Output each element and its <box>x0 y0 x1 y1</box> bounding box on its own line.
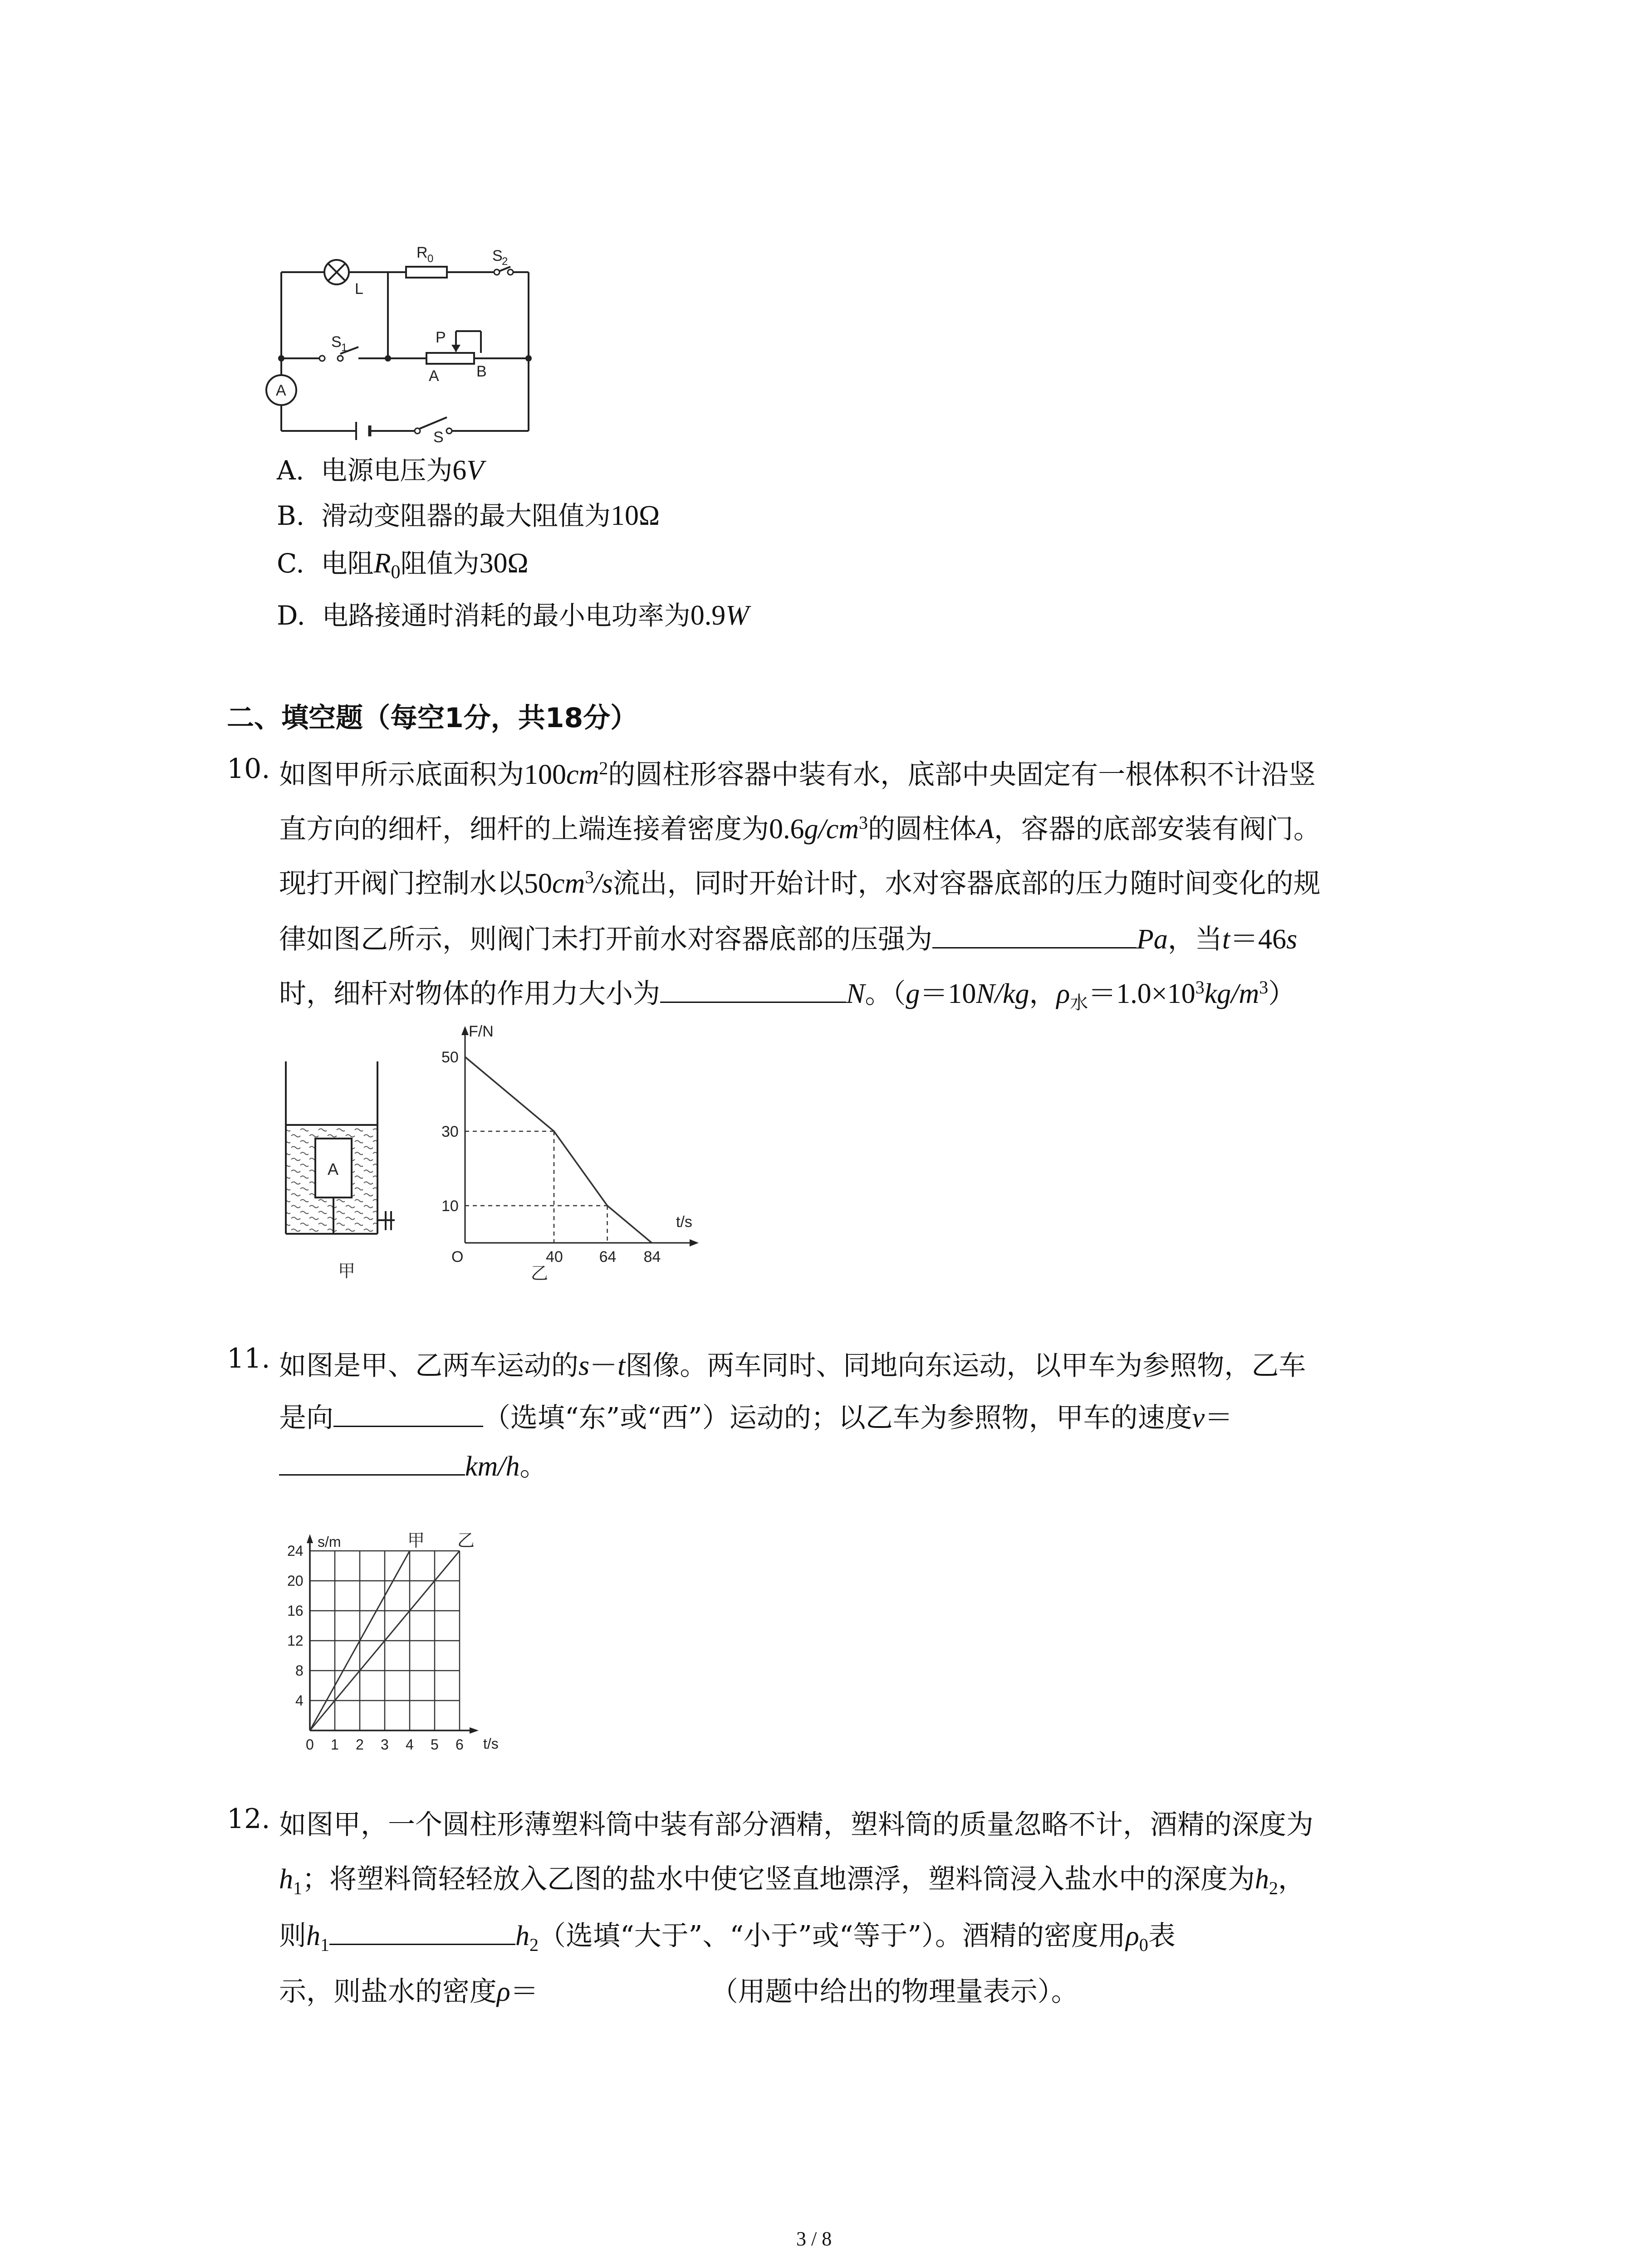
unit: km/h <box>465 1451 520 1482</box>
x-tick-label: 3 <box>381 1736 389 1753</box>
option-letter: C. <box>277 548 304 579</box>
y-tick-label: 30 <box>441 1123 459 1140</box>
q10-number: 10. <box>227 753 270 785</box>
option-text: 阻值为 <box>400 548 480 579</box>
x-tick-label: 5 <box>431 1736 439 1753</box>
x-tick-label: 2 <box>356 1736 364 1753</box>
q10-line3 <box>279 862 1321 901</box>
sup: 3 <box>859 812 868 833</box>
lamp-label: L <box>355 280 363 298</box>
num: ＝ <box>510 1976 539 2007</box>
r0-label: R <box>416 244 428 261</box>
text: 如图是甲、乙两车运动的 <box>279 1350 578 1382</box>
x-axis-label: t/s <box>676 1213 692 1231</box>
text: 的圆柱体 <box>868 813 977 845</box>
y-tick-label: 16 <box>287 1603 304 1619</box>
option-sub: 0 <box>391 562 401 583</box>
option-c <box>277 542 529 583</box>
unit: cm <box>552 868 585 899</box>
option-text: 滑动变阻器的最大阻值为 <box>321 500 611 531</box>
text: 。（ <box>865 978 906 1010</box>
y-axis-label: F/N <box>469 1023 494 1040</box>
num: ＝10 <box>920 978 976 1009</box>
unit: g/cm <box>804 814 859 845</box>
r0-sub: 0 <box>427 253 434 265</box>
q10-line4 <box>279 916 1297 957</box>
option-value: 10Ω <box>610 500 660 531</box>
x-tick-label: 0 <box>306 1736 314 1753</box>
series-label: 乙 <box>457 1531 475 1550</box>
text: 表 <box>1148 1920 1176 1952</box>
option-b <box>277 494 660 533</box>
option-text: 电源电压为 <box>321 455 453 486</box>
answer-blank[interactable] <box>329 1944 515 1945</box>
sub: 2 <box>529 1935 539 1955</box>
num: ＝ <box>1205 1403 1233 1433</box>
x-tick-label: 40 <box>546 1248 563 1266</box>
unit: kg/m <box>1204 978 1259 1009</box>
symbol: h <box>279 1864 293 1895</box>
text: ，当 <box>1167 924 1222 955</box>
ammeter-label: A <box>276 382 286 399</box>
answer-blank[interactable] <box>333 1426 483 1427</box>
option-a <box>277 449 484 487</box>
text: ；将塑料筒轻轻放入乙图的盐水中使它竖直地漂浮，塑料筒浸入盐水中的深度为 <box>302 1863 1255 1895</box>
y-tick-label: 24 <box>287 1543 304 1559</box>
num: ＝46 <box>1230 924 1287 955</box>
text: （用题中给出的物理量表示）。 <box>710 1976 1078 2008</box>
y-tick-label: 20 <box>287 1573 304 1589</box>
y-tick-label: 12 <box>287 1633 304 1649</box>
s2-sub: 2 <box>502 255 508 268</box>
force-time-chart <box>426 1021 708 1302</box>
q12-line4 <box>279 1969 1078 2009</box>
x-tick-label: 6 <box>456 1736 464 1753</box>
symbol: ρ <box>497 1976 510 2007</box>
option-letter: D. <box>277 600 305 631</box>
option-text: 电路接通时消耗的最小电功率为 <box>322 600 691 631</box>
text: 是向 <box>279 1402 333 1434</box>
sub: 2 <box>1269 1878 1278 1898</box>
x-tick-label: 4 <box>406 1736 414 1753</box>
symbol: h <box>1255 1864 1269 1895</box>
symbol: ρ <box>1056 978 1070 1009</box>
text: 流出，同时开始计时，水对容器底部的压力随时间变化的规 <box>612 868 1321 899</box>
unit: /s <box>594 868 613 899</box>
y-tick-label: 50 <box>441 1049 459 1066</box>
q11-line3 <box>279 1445 547 1484</box>
s1-sub: 1 <box>341 342 348 354</box>
text: ，容器的底部安装有阀门。 <box>994 813 1321 845</box>
symbol: t <box>617 1350 626 1381</box>
num: 0.6 <box>769 814 804 845</box>
option-text: 电阻 <box>321 548 374 579</box>
option-unit: W <box>725 600 749 631</box>
symbol: A <box>977 814 994 845</box>
y-tick-label: 8 <box>295 1662 304 1679</box>
option-value: 0.9 <box>690 600 726 631</box>
symbol: g <box>906 978 920 1009</box>
text: 示，则盐水的密度 <box>279 1976 497 2008</box>
sup: 2 <box>599 758 608 778</box>
page-number: 3 / 8 <box>796 2228 832 2250</box>
text: ， <box>1029 978 1057 1010</box>
symbol: v <box>1192 1403 1205 1433</box>
q10-line5 <box>279 971 1295 1014</box>
answer-blank[interactable] <box>932 947 1136 948</box>
symbol: t <box>1222 924 1230 955</box>
force-line <box>465 1057 652 1243</box>
sup: 3 <box>1195 977 1205 997</box>
y-axis-label: s/m <box>318 1534 341 1550</box>
x-tick-label: 84 <box>643 1248 661 1266</box>
unit: s <box>1286 924 1298 955</box>
q10-line1 <box>279 753 1316 792</box>
option-unit: V <box>466 455 484 486</box>
sub: 0 <box>1139 1935 1148 1955</box>
b-label: B <box>476 363 487 380</box>
a-label: A <box>429 367 439 385</box>
text: 现打开阀门控制水以 <box>279 868 524 899</box>
container-figure <box>272 1057 408 1293</box>
text: 如图甲所示底面积为 <box>279 759 524 791</box>
symbol: ρ <box>1126 1921 1139 1951</box>
text: 的圆柱形容器中装有水，底部中央固定有一根体积不计沿竖 <box>608 759 1316 791</box>
q11-line1 <box>279 1343 1306 1383</box>
s2-label: S <box>492 247 503 264</box>
sup: 3 <box>585 867 594 887</box>
origin-label: O <box>451 1248 464 1266</box>
num: 50 <box>524 868 552 899</box>
option-value: 6 <box>452 455 467 486</box>
text: 直方向的细杆，细杆的上端连接着密度为 <box>279 813 769 845</box>
fig-yi-caption: 乙 <box>531 1264 549 1283</box>
sup: 3 <box>1259 977 1269 997</box>
sub: 1 <box>293 1878 302 1898</box>
option-symbol: R <box>373 548 391 579</box>
series-label: 甲 <box>407 1531 425 1550</box>
y-tick-label: 4 <box>295 1692 304 1709</box>
symbol: s <box>578 1350 590 1381</box>
symbol: h <box>515 1921 529 1951</box>
text: 律如图乙所示，则阀门未打开前水对容器底部的压强为 <box>279 924 932 955</box>
q12-number: 12. <box>227 1803 270 1835</box>
option-d <box>277 594 749 632</box>
cylinder-a-label: A <box>328 1160 339 1178</box>
unit: N/kg <box>976 978 1029 1009</box>
sub: 水 <box>1070 992 1088 1013</box>
circuit-diagram <box>245 231 572 445</box>
text: （选填“东”或“西”）运动的；以乙车为参照物，甲车的速度 <box>483 1402 1192 1434</box>
text: 时，细杆对物体的作用力大小为 <box>279 978 660 1010</box>
answer-blank[interactable] <box>279 1474 465 1476</box>
x-tick-label: 1 <box>331 1736 339 1753</box>
fig-jia-caption: 甲 <box>338 1262 356 1281</box>
q10-line2 <box>279 807 1321 846</box>
x-axis-label: t/s <box>483 1735 499 1752</box>
text: ， <box>1278 1863 1305 1895</box>
option-value: 30Ω <box>479 548 529 579</box>
q11-number: 11. <box>227 1343 270 1374</box>
q12-line3 <box>279 1914 1176 1955</box>
s-label: S <box>433 429 444 445</box>
y-tick-label: 10 <box>441 1198 459 1215</box>
unit: Pa <box>1136 924 1168 955</box>
p-label: P <box>436 329 446 346</box>
text: 则 <box>279 1920 306 1952</box>
num: ＝1.0×10 <box>1088 978 1195 1009</box>
answer-blank[interactable] <box>660 1002 846 1003</box>
num: 100 <box>524 759 566 790</box>
s1-label: S <box>331 333 342 351</box>
option-letter: A. <box>277 455 304 486</box>
x-tick-label: 64 <box>599 1248 617 1266</box>
option-letter: B. <box>277 500 305 531</box>
q11-line2 <box>279 1395 1233 1435</box>
text: （选填“大于”、“小于”或“等于”）。酒精的密度用 <box>539 1920 1126 1952</box>
unit: cm <box>566 759 599 790</box>
symbol: h <box>306 1921 320 1951</box>
distance-time-chart <box>272 1529 526 1755</box>
dash: － <box>589 1350 618 1381</box>
q12-line1: 如图甲，一个圆柱形薄塑料筒中装有部分酒精，塑料筒的质量忽略不计，酒精的深度为 <box>279 1809 1313 1841</box>
sub: 1 <box>320 1935 329 1955</box>
section-heading: 二、填空题（每空1分，共18分） <box>227 702 638 734</box>
q12-line2 <box>279 1857 1305 1899</box>
text: ） <box>1268 978 1296 1010</box>
unit: N <box>846 978 865 1009</box>
text: 图像。两车同时、同地向东运动，以甲车为参照物，乙车 <box>625 1350 1306 1382</box>
text: 。 <box>519 1451 547 1482</box>
